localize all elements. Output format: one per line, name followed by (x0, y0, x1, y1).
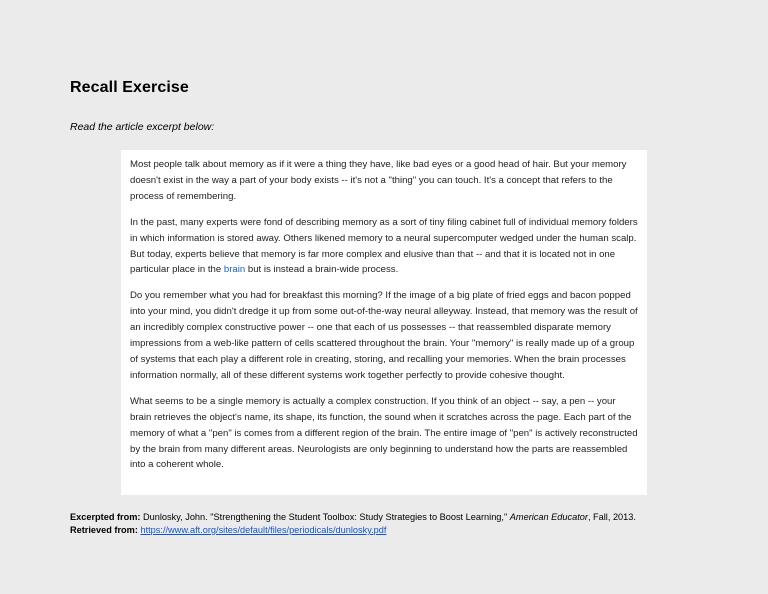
excerpt-paragraph-4: What seems to be a single memory is actually a complex construction. If you think of an object -- say, a pen -- your brain retrieves the object's name, its shape, its function, the sound when it scratches across the page. Each part of the memory of what a "pen" is comes from a different region of the brain. The entire image of "pen" is actively reconstructed by the brain from many different areas. Neurologists are only beginning to understand how the parts are reassembled into a coherent whole. (130, 395, 638, 471)
retrieved-from-label: Retrieved from: (70, 525, 138, 535)
citation-date: , Fall, 2013. (587, 512, 636, 522)
excerpt-paragraph-2 (130, 215, 639, 279)
article-excerpt (121, 150, 647, 495)
citation-journal: American Educator (509, 512, 588, 522)
instruction-text: Read the article excerpt below: (70, 121, 215, 133)
citation (70, 511, 636, 537)
excerpted-from-label: Excerpted from: (70, 512, 141, 522)
excerpt-paragraph-3: Do you remember what you had for breakfast this morning? If the image of a big plate of fried eggs and bacon popped into your mind, you didn't dredge it up from some out-of-the-way neural alleyway. Instead, that memory was the result of an incredibly complex constructive power -- one that each of us possesses -- that reassembled disparate memory impressions from a web-like pattern of cells scattered throughout the brain. Your "memory" is really made up of a group of systems that each play a different role in creating, storing, and recalling your memories. When the brain processes information normally, all of these different systems work together perfectly to provide cohesive thought. (130, 290, 638, 381)
paragraph-2-text-end: but is instead a brain-wide process. (245, 264, 399, 276)
page-title: Recall Exercise (70, 79, 189, 96)
source-url-link[interactable]: https://www.aft.org/sites/default/files/periodicals/dunlosky.pdf (140, 525, 387, 535)
paragraph-2-text-start: In the past, many experts were fond of describing memory as a sort of tiny filing cabinet full of individual memory folders in which information is stored away. Others likened memory to a neural supercomputer wedged under the human scalp. But today, experts believe that memory is far more complex and elusive than that -- and that it is located not in one particular place in the (130, 216, 638, 276)
citation-author: Dunlosky, John. "Strengthening the Student Toolbox: Study Strategies to Boost Learning," (140, 512, 510, 522)
brain-link[interactable]: brain (223, 264, 246, 276)
excerpt-paragraph-1: Most people talk about memory as if it were a thing they have, like bad eyes or a good head of hair. But your memory doesn't exist in the way a part of your body exists -- it's not a "thing" you can touch. It's a concept that refers to the process of remembering. (130, 159, 627, 202)
